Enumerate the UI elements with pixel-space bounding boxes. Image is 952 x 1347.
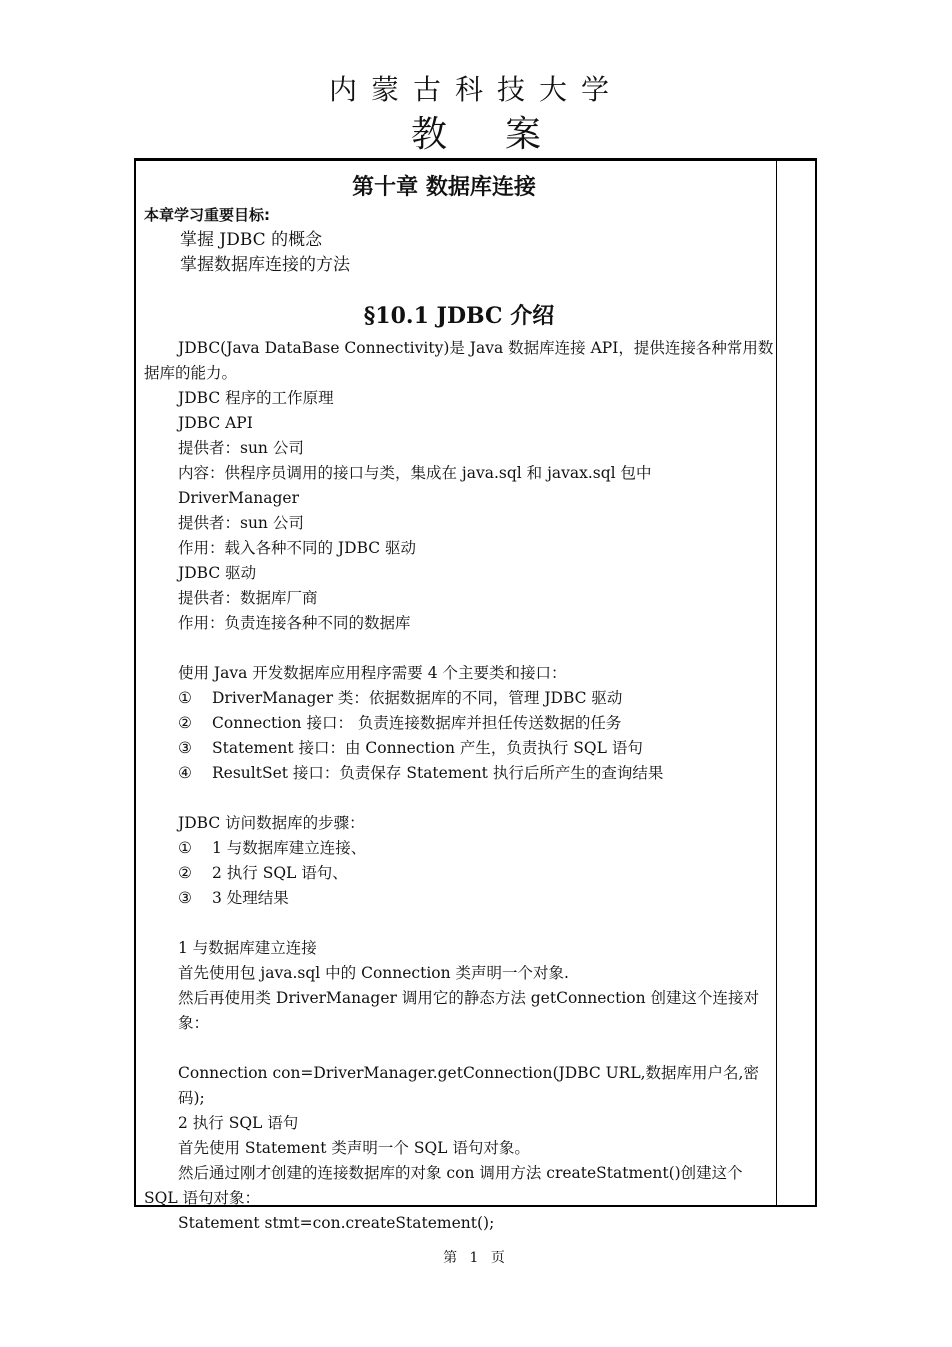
chapter-title: 第十章 数据库连接 xyxy=(352,175,536,200)
section-title: §10.1 JDBC 介绍 xyxy=(363,303,555,329)
step1-code: Connection con=DriverManager.getConnection(JDBC URL,数据库用户名,密码); xyxy=(178,1064,759,1107)
goal-item: 掌握 JDBC 的概念 xyxy=(180,230,323,250)
step2-heading: 2 执行 SQL 语句 xyxy=(178,1114,299,1132)
principle-line: DriverManager xyxy=(178,489,299,507)
goal-item: 掌握数据库连接的方法 xyxy=(180,255,350,275)
class-item: ② Connection 接口： 负责连接数据库并担任传送数据的任务 xyxy=(178,714,622,732)
steps-intro: JDBC 访问数据库的步骤： xyxy=(178,814,365,832)
principle-line: 作用：载入各种不同的 JDBC 驱动 xyxy=(178,539,417,557)
principle-line: 作用：负责连接各种不同的数据库 xyxy=(178,614,411,632)
page-number: 第 1 页 xyxy=(443,1250,509,1266)
class-item: ① DriverManager 类：依据数据库的不同，管理 JDBC 驱动 xyxy=(178,689,623,707)
principle-line: JDBC API xyxy=(178,414,253,432)
intro-paragraph: JDBC(Java DataBase Connectivity)是 Java 数据库连接 API，提供连接各种常用数据库的能力。 xyxy=(144,339,774,382)
step-item: ② 2 执行 SQL 语句、 xyxy=(178,864,348,882)
step2-line: 首先使用 Statement 类声明一个 SQL 语句对象。 xyxy=(178,1139,530,1157)
lesson-plan-table xyxy=(134,158,817,1232)
principle-line: 提供者：sun 公司 xyxy=(178,514,304,532)
class-item: ④ ResultSet 接口：负责保存 Statement 执行后所产生的查询结果 xyxy=(178,764,664,782)
doc-type-left: 教 xyxy=(410,114,447,155)
step1-line: 然后再使用类 DriverManager 调用它的静态方法 getConnection 创建这个连接对象： xyxy=(178,989,760,1032)
university-name: 内蒙古科技大学 xyxy=(328,73,623,106)
step2-line: 然后通过刚才创建的连接数据库的对象 con 调用方法 createStatment()创建这个 SQL 语句对象： xyxy=(144,1164,743,1207)
goals-label: 本章学习重要目标: xyxy=(144,206,270,224)
doc-type-right: 案 xyxy=(505,114,542,155)
document-type xyxy=(0,113,952,157)
principle-line: 提供者：sun 公司 xyxy=(178,439,304,457)
margin-column-divider xyxy=(776,160,777,1205)
step1-line: 首先使用包 java.sql 中的 Connection 类声明一个对象. xyxy=(178,964,569,982)
classes-intro: 使用 Java 开发数据库应用程序需要 4 个主要类和接口： xyxy=(178,664,567,682)
step-item: ③ 3 处理结果 xyxy=(178,889,289,907)
principle-line: JDBC 程序的工作原理 xyxy=(178,389,334,407)
step1-heading: 1 与数据库建立连接 xyxy=(178,939,317,957)
step2-code: Statement stmt=con.createStatement(); xyxy=(178,1214,495,1232)
step-item: ① 1 与数据库建立连接、 xyxy=(178,839,367,857)
principle-line: 内容：供程序员调用的接口与类，集成在 java.sql 和 javax.sql 包中 xyxy=(178,464,652,482)
principle-line: 提供者：数据库厂商 xyxy=(178,589,318,607)
class-item: ③ Statement 接口：由 Connection 产生，负责执行 SQL 语句 xyxy=(178,739,643,757)
lesson-content xyxy=(144,160,774,1236)
principle-line: JDBC 驱动 xyxy=(178,564,257,582)
